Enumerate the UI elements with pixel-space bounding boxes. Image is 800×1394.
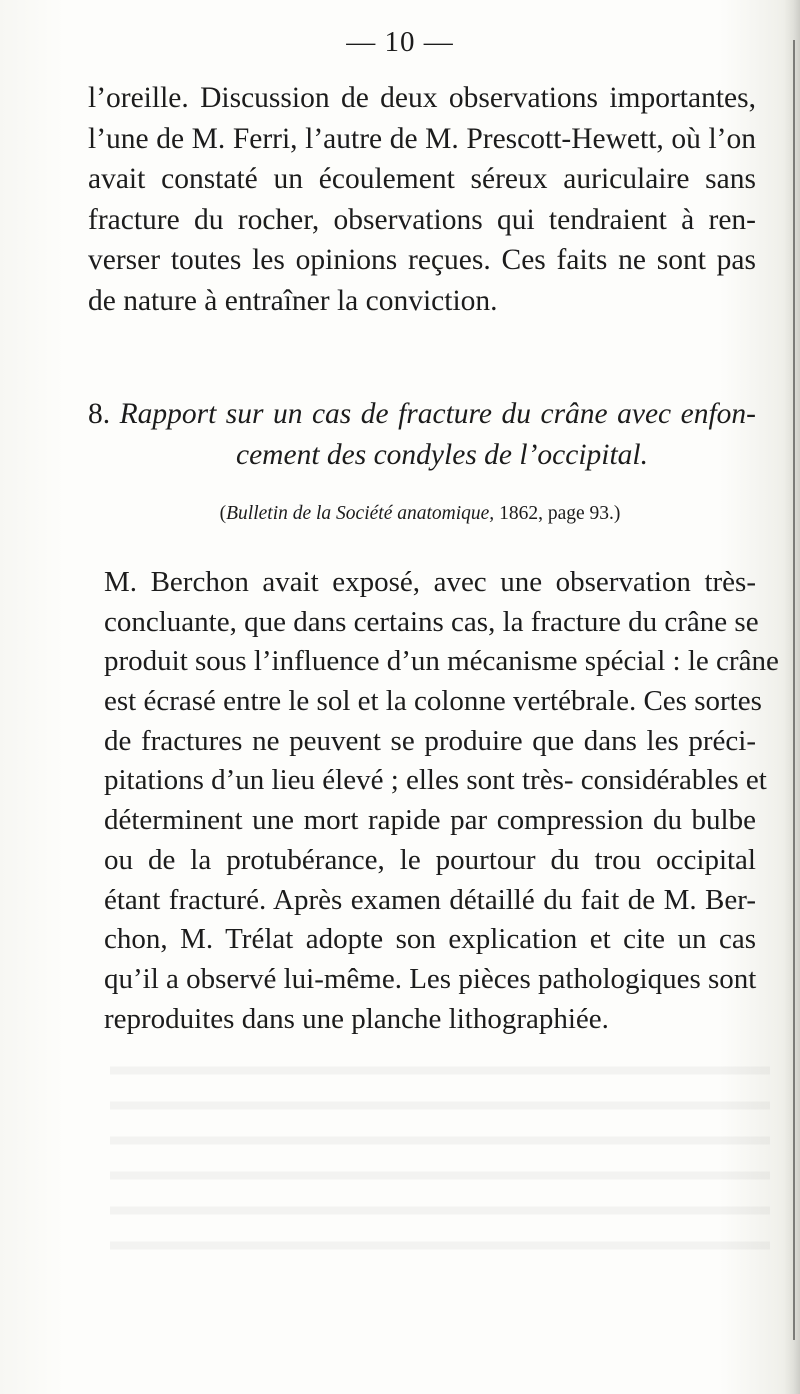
citation: (Bulletin de la Société anatomique, 1862, page 93.) [219, 503, 621, 524]
text-line: reproduites dans une planche lithographiée. [104, 1002, 609, 1035]
section-title [88, 394, 756, 476]
text-line: pitations d’un lieu élevé ; elles sont très- considérables et [104, 764, 767, 797]
text-line: de fractures ne peuvent se produire que dans les préci- [104, 724, 756, 757]
text-line: est écrasé entre le sol et la colonne vertébrale. Ces sortes [104, 685, 762, 718]
section-title-line [88, 394, 756, 435]
text-line: avait constaté un écoulement séreux auriculaire sans [88, 163, 756, 196]
citation-details: 1862, page 93.) [494, 503, 621, 524]
text-line: verser toutes les opinions reçues. Ces faits ne sont pas [88, 244, 756, 277]
text-line: déterminent une mort rapide par compression du bulbe [104, 804, 756, 837]
section-number: 8. [88, 398, 111, 430]
text-line: étant fracturé. Après examen détaillé du fait de M. Ber- [104, 883, 756, 916]
text-line: qu’il a observé lui-même. Les pièces pathologiques sont [104, 962, 757, 995]
page-number: — 10 — [346, 26, 454, 58]
text-line: concluante, que dans certains cas, la fracture du crâne se [104, 605, 759, 638]
show-through-text [110, 1040, 770, 1270]
section-title-line: cement des condyles de l’occipital. [235, 439, 649, 471]
text-line: fracture du rocher, observations qui tendraient à ren- [88, 203, 756, 236]
citation-source: Bulletin de la Société anatomique, [226, 503, 495, 524]
text-line: produit sous l’influence d’un mécanisme spécial : le crâne [104, 645, 779, 678]
text-line: de nature à entraîner la conviction. [88, 284, 498, 317]
page-edge-shadow [784, 0, 800, 1394]
page-binding-edge [793, 40, 795, 1340]
text-line: M. Berchon avait exposé, avec une observation très- [104, 566, 756, 598]
paragraph-continued [88, 78, 756, 322]
text-line: l’oreille. Discussion de deux observations importantes, [88, 82, 756, 114]
text-line: chon, M. Trélat adopte son explication et cite un cas [104, 923, 756, 956]
text-line: l’une de M. Ferri, l’autre de M. Prescott-Hewett, où l’on [88, 122, 756, 155]
text-line: ou de la protubérance, le pourtour du trou occipital [104, 843, 756, 876]
section-title-text: Rapport sur un cas de fracture du crâne avec enfon- [119, 398, 756, 430]
paragraph-body [104, 563, 779, 1039]
